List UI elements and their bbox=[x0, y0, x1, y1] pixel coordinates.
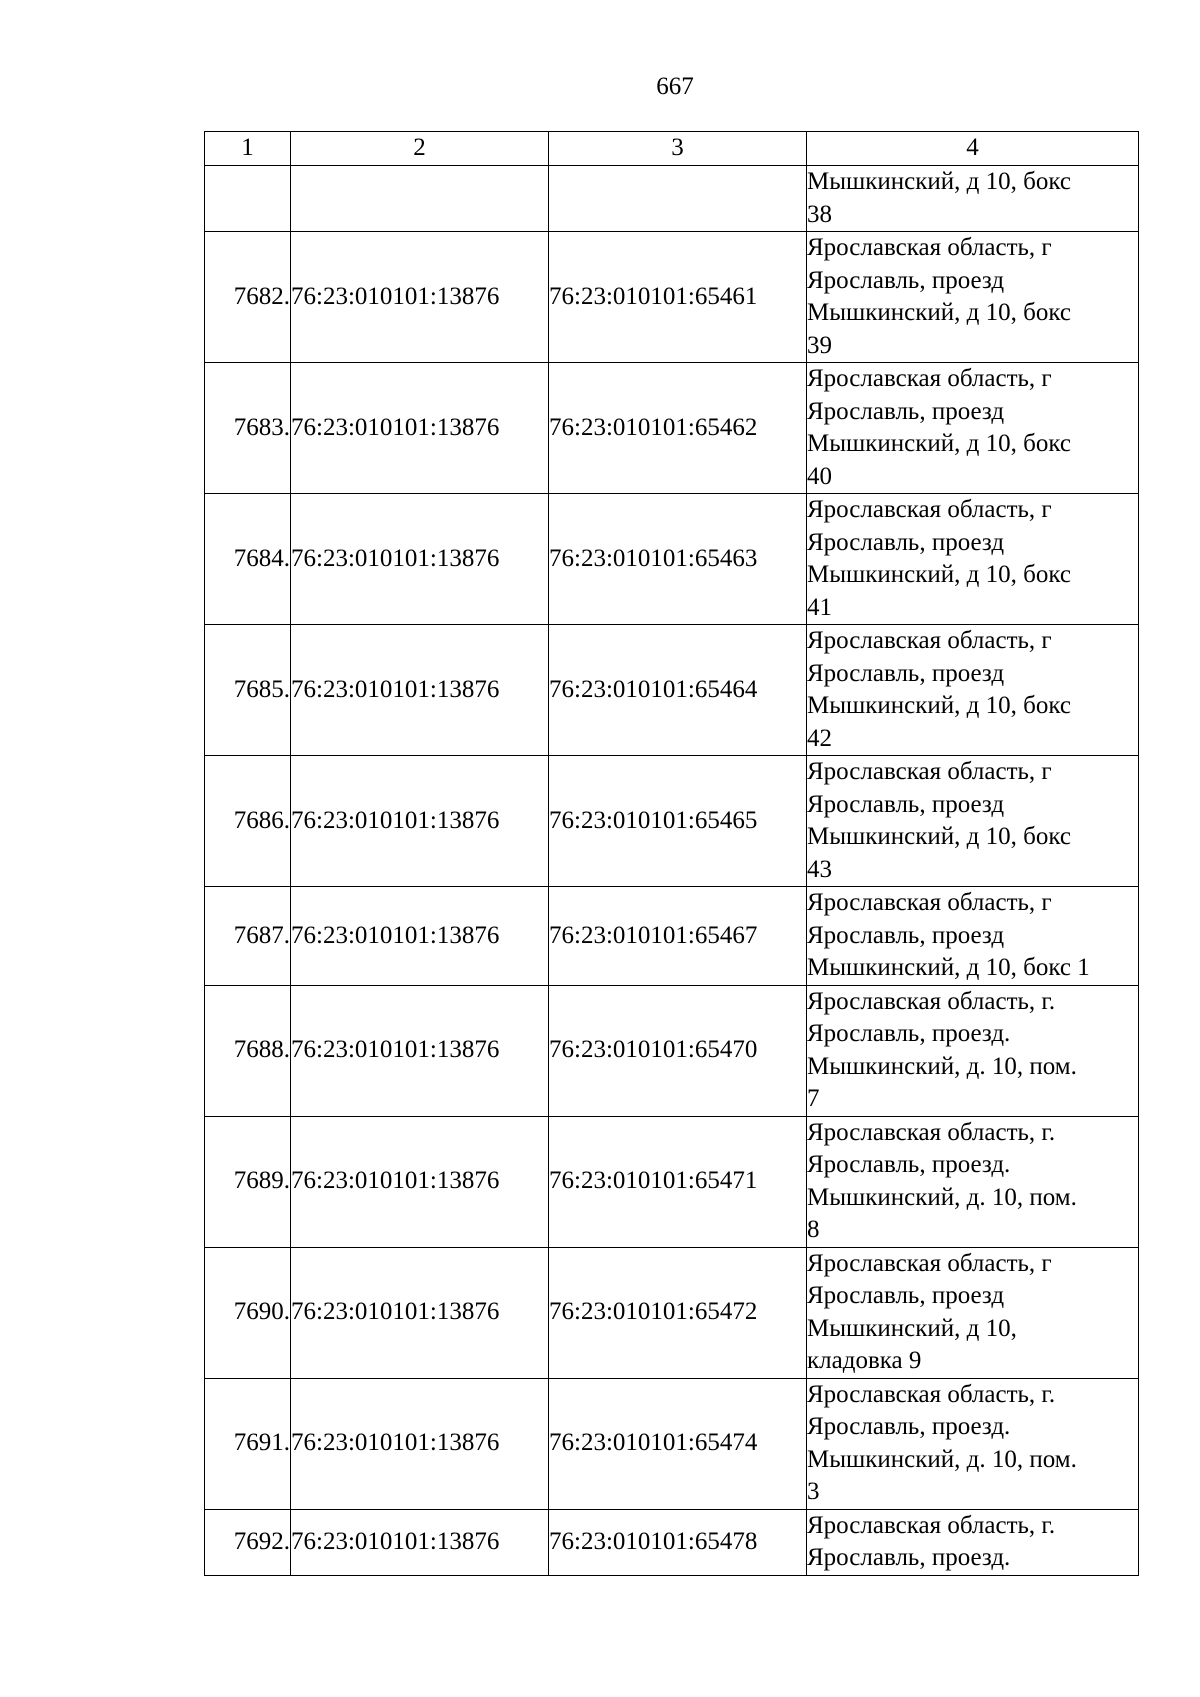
table-row bbox=[205, 1247, 1139, 1378]
cadastral-number-object bbox=[549, 166, 807, 232]
address-line: Ярославль, проезд bbox=[807, 266, 1005, 294]
address-line: Ярославль, проезд. bbox=[807, 1413, 1011, 1440]
address-line: Мышкинский, д 10, бокс bbox=[807, 561, 1071, 588]
address-line: Ярославль, проезд bbox=[807, 921, 1005, 949]
page-number: 667 bbox=[656, 73, 694, 100]
header-cell-2: 2 bbox=[291, 132, 549, 166]
cadastral-number-object: 76:23:010101:65464 bbox=[549, 625, 807, 756]
table-row bbox=[205, 756, 1139, 887]
header-cell-4: 4 bbox=[807, 132, 1139, 166]
address-line: Ярославль, проезд. bbox=[807, 1151, 1011, 1178]
table-header-row bbox=[205, 132, 1139, 166]
address-line: Ярославская область, г. bbox=[807, 987, 1056, 1015]
row-number bbox=[205, 166, 291, 232]
address-line: Ярославская область, г bbox=[807, 627, 1052, 654]
table-row bbox=[205, 363, 1139, 494]
address-line: 40 bbox=[807, 462, 832, 490]
cadastral-number-parent: 76:23:010101:13876 bbox=[291, 1247, 549, 1378]
address-line: Ярославская область, г bbox=[807, 889, 1052, 916]
table-row bbox=[205, 985, 1139, 1116]
cadastral-number-object: 76:23:010101:65470 bbox=[549, 985, 807, 1116]
address-line: 3 bbox=[807, 1478, 820, 1505]
address-line: Ярославская область, г bbox=[807, 758, 1052, 785]
table-row bbox=[205, 232, 1139, 363]
cadastral-number-parent: 76:23:010101:13876 bbox=[291, 985, 549, 1116]
address-line: Мышкинский, д 10, бокс bbox=[807, 430, 1071, 457]
table-row bbox=[205, 1509, 1139, 1575]
address-line: Ярославль, проезд bbox=[807, 528, 1005, 556]
address-cell bbox=[807, 1116, 1139, 1247]
header-cell-1: 1 bbox=[205, 132, 291, 166]
row-number: 7683. bbox=[205, 363, 291, 494]
address-line: Ярославль, проезд bbox=[807, 659, 1005, 687]
cadastral-number-parent: 76:23:010101:13876 bbox=[291, 363, 549, 494]
address-line: Мышкинский, д 10, бокс bbox=[807, 299, 1071, 326]
cadastral-number-object: 76:23:010101:65467 bbox=[549, 887, 807, 986]
cadastral-number-object: 76:23:010101:65461 bbox=[549, 232, 807, 363]
row-number: 7682. bbox=[205, 232, 291, 363]
registry-table bbox=[204, 131, 1139, 1576]
address-cell bbox=[807, 887, 1139, 986]
header-cell-3: 3 bbox=[549, 132, 807, 166]
cadastral-number-object: 76:23:010101:65472 bbox=[549, 1247, 807, 1378]
table-row bbox=[205, 887, 1139, 986]
row-number: 7690. bbox=[205, 1247, 291, 1378]
address-cell bbox=[807, 1509, 1139, 1575]
address-cell bbox=[807, 232, 1139, 363]
address-line: Мышкинский, д 10, bbox=[807, 1314, 1017, 1342]
address-line: Ярославль, проезд bbox=[807, 397, 1005, 425]
address-line: 38 bbox=[807, 200, 832, 228]
cadastral-number-parent: 76:23:010101:13876 bbox=[291, 756, 549, 887]
address-line: 41 bbox=[807, 593, 832, 621]
address-line: 42 bbox=[807, 724, 832, 752]
address-line: 39 bbox=[807, 331, 832, 359]
address-line: Ярославская область, г bbox=[807, 1249, 1052, 1277]
address-line: Ярославль, проезд bbox=[807, 1282, 1005, 1309]
address-line: Ярославская область, г. bbox=[807, 1118, 1056, 1146]
address-line: Ярославская область, г bbox=[807, 234, 1052, 261]
address-cell bbox=[807, 625, 1139, 756]
address-line: Мышкинский, д. 10, пом. bbox=[807, 1445, 1077, 1473]
address-line: 43 bbox=[807, 855, 832, 883]
cadastral-number-parent: 76:23:010101:13876 bbox=[291, 494, 549, 625]
address-line: Ярославль, проезд. bbox=[807, 1020, 1011, 1047]
address-line: Ярославская область, г bbox=[807, 365, 1052, 392]
address-line: кладовка 9 bbox=[807, 1347, 922, 1374]
address-line: Ярославль, проезд. bbox=[807, 1544, 1011, 1571]
row-number: 7691. bbox=[205, 1378, 291, 1509]
row-number: 7688. bbox=[205, 985, 291, 1116]
cadastral-number-parent: 76:23:010101:13876 bbox=[291, 1509, 549, 1575]
address-line: Мышкинский, д 10, бокс bbox=[807, 692, 1071, 719]
address-cell bbox=[807, 1247, 1139, 1378]
row-number: 7692. bbox=[205, 1509, 291, 1575]
cadastral-number-object: 76:23:010101:65465 bbox=[549, 756, 807, 887]
table-row bbox=[205, 166, 1139, 232]
row-number: 7685. bbox=[205, 625, 291, 756]
table-row bbox=[205, 1116, 1139, 1247]
cadastral-number-parent: 76:23:010101:13876 bbox=[291, 1378, 549, 1509]
cadastral-number-parent: 76:23:010101:13876 bbox=[291, 1116, 549, 1247]
row-number: 7686. bbox=[205, 756, 291, 887]
address-line: Ярославская область, г bbox=[807, 496, 1052, 523]
address-cell bbox=[807, 756, 1139, 887]
address-line: Мышкинский, д. 10, пом. bbox=[807, 1052, 1077, 1080]
cadastral-number-object: 76:23:010101:65471 bbox=[549, 1116, 807, 1247]
table-row bbox=[205, 494, 1139, 625]
cadastral-number-object: 76:23:010101:65478 bbox=[549, 1509, 807, 1575]
address-line: Мышкинский, д 10, бокс 1 bbox=[807, 954, 1090, 981]
address-line: Мышкинский, д 10, бокс bbox=[807, 168, 1071, 195]
cadastral-number-object: 76:23:010101:65463 bbox=[549, 494, 807, 625]
address-line: Мышкинский, д 10, бокс bbox=[807, 823, 1071, 850]
address-line: Ярославская область, г. bbox=[807, 1511, 1056, 1539]
cadastral-number-parent: 76:23:010101:13876 bbox=[291, 232, 549, 363]
address-cell bbox=[807, 1378, 1139, 1509]
address-cell bbox=[807, 494, 1139, 625]
address-line: Ярославль, проезд bbox=[807, 790, 1005, 818]
row-number: 7687. bbox=[205, 887, 291, 986]
row-number: 7689. bbox=[205, 1116, 291, 1247]
row-number: 7684. bbox=[205, 494, 291, 625]
cadastral-number-parent: 76:23:010101:13876 bbox=[291, 625, 549, 756]
address-cell bbox=[807, 985, 1139, 1116]
address-line: Ярославская область, г. bbox=[807, 1380, 1056, 1408]
address-line: 8 bbox=[807, 1216, 820, 1243]
address-cell bbox=[807, 166, 1139, 232]
cadastral-number-parent: 76:23:010101:13876 bbox=[291, 887, 549, 986]
cadastral-number-object: 76:23:010101:65462 bbox=[549, 363, 807, 494]
cadastral-number-parent bbox=[291, 166, 549, 232]
address-cell bbox=[807, 363, 1139, 494]
address-line: 7 bbox=[807, 1085, 820, 1112]
address-line: Мышкинский, д. 10, пом. bbox=[807, 1183, 1077, 1211]
table-row bbox=[205, 625, 1139, 756]
cadastral-number-object: 76:23:010101:65474 bbox=[549, 1378, 807, 1509]
table-row bbox=[205, 1378, 1139, 1509]
